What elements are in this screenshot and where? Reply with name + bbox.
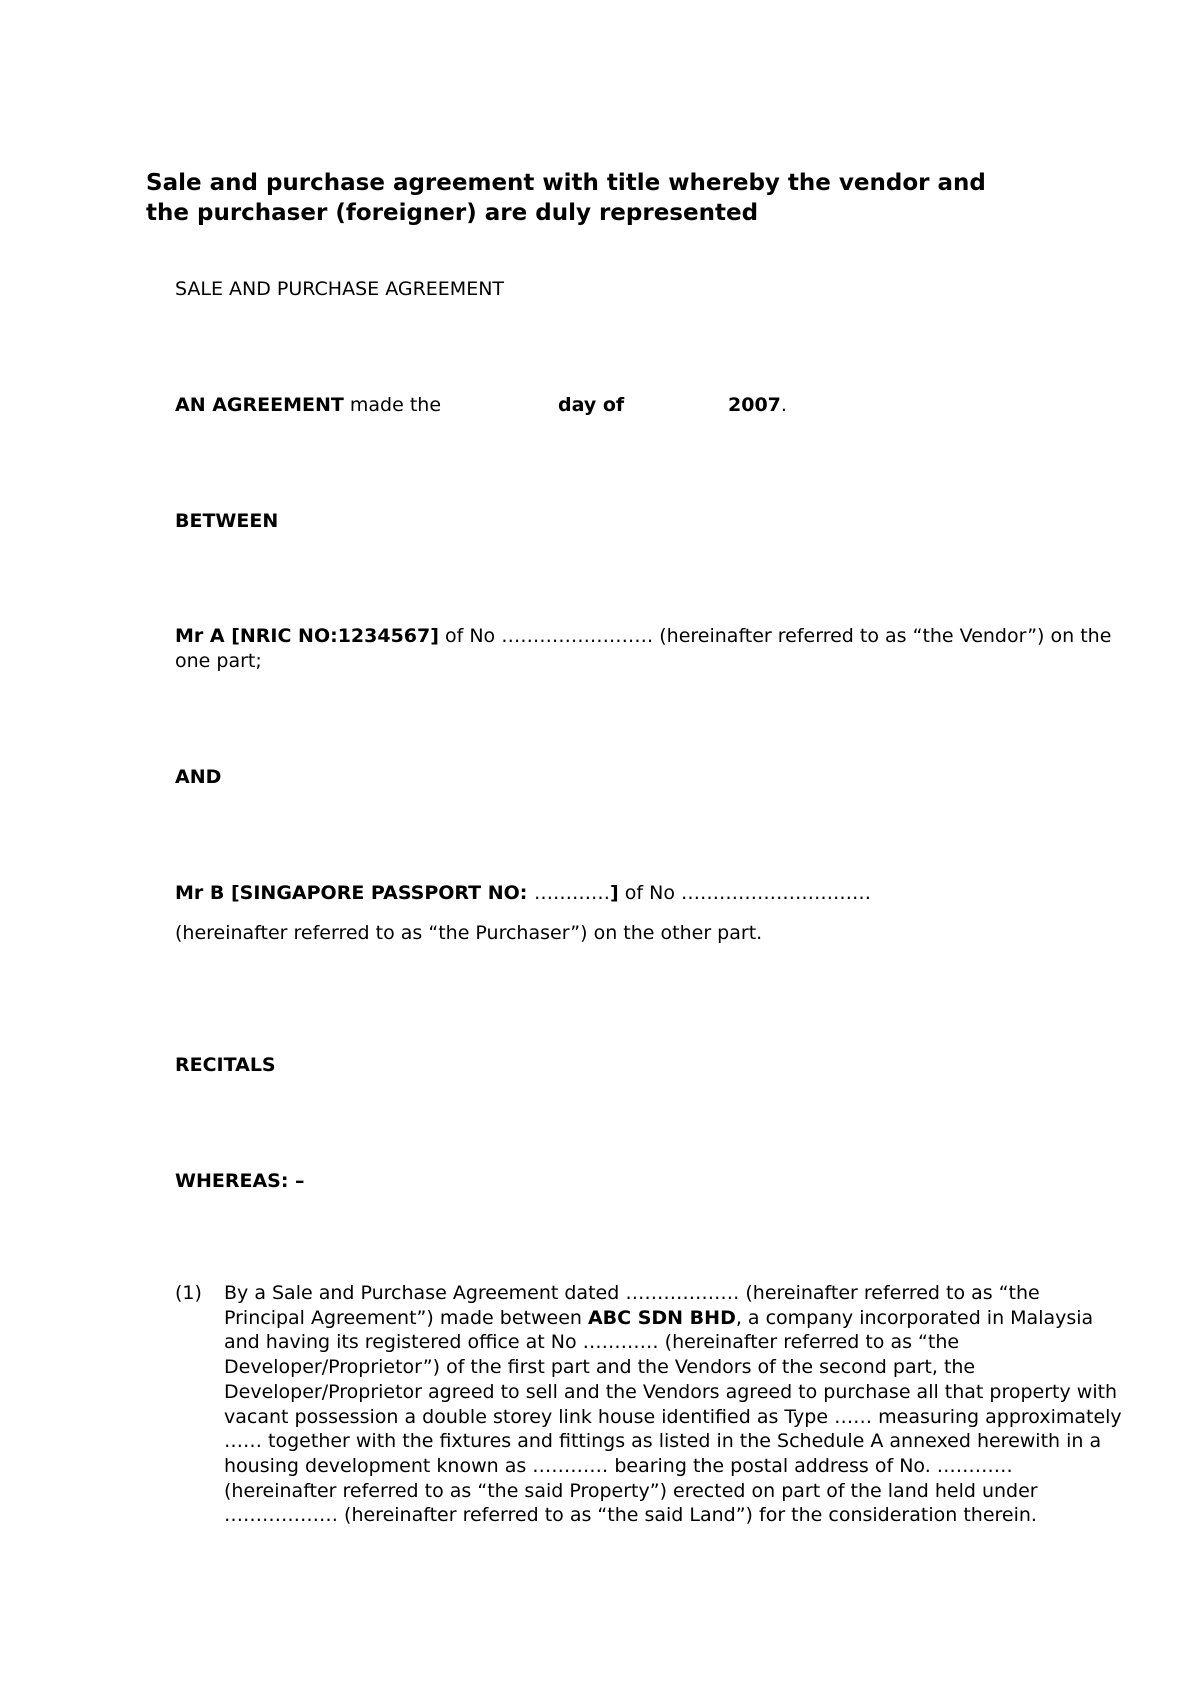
between-heading: BETWEEN — [175, 510, 279, 532]
title-line-2: the purchaser (foreigner) are duly represented — [146, 200, 759, 226]
purchaser-party-line-1 — [175, 881, 871, 906]
document-title — [146, 168, 1066, 228]
made-the-text: made the — [343, 394, 442, 416]
recital-text — [224, 1281, 1125, 1528]
developer-company-name: ABC SDN BHD — [587, 1306, 736, 1329]
passport-blank: ………… — [534, 882, 611, 904]
passport-bracket: ] — [610, 882, 619, 904]
vendor-details: of No …………………… (hereinafter referred to as “the Vendor”) on the one part; — [175, 625, 1112, 672]
purchaser-name: Mr B [SINGAPORE PASSPORT NO: — [175, 882, 535, 904]
title-line-1: Sale and purchase agreement with title whereby the vendor and — [146, 170, 986, 196]
purchaser-party-line-2: (hereinafter referred to as “the Purchaser”) on the other part. — [175, 922, 763, 944]
agreement-label: AN AGREEMENT — [175, 394, 344, 416]
vendor-name: Mr A [NRIC NO:1234567] — [175, 625, 439, 647]
recitals-heading: RECITALS — [175, 1054, 276, 1076]
day-of-text: day of — [558, 394, 625, 416]
recital-text-part-a: By a Sale and Purchase Agreement dated ……………… (hereinafter referred to as “the Principal Agreement”) made between — [224, 1282, 1040, 1329]
purchaser-address: of No ………………………… — [618, 882, 871, 904]
agreement-year: 2007 — [728, 394, 781, 416]
agreement-date-line — [175, 393, 441, 418]
recital-item-1 — [175, 1281, 1125, 1528]
agreement-year-line — [728, 393, 787, 418]
whereas-heading: WHEREAS: – — [175, 1170, 305, 1192]
year-period: . — [780, 394, 787, 416]
recital-text-part-b: , a company incorporated in Malaysia and having its registered office at No ………… (hereinafter referred to as “the Developer/Proprietor”) of the first part and the Vendors of the second part, the Developer/Proprietor agreed to sell and the Vendors agreed to purchase all that property with vacant possession a double storey link house identified as Type …… measuring approximately …… together with the fixtures and fittings as listed in the Schedule A annexed herewith in a housing development known as ………… bearing the postal address of No. ………… (hereinafter referred to as “the said Property”) erected on part of the land held under ……………… (hereinafter referred to as “the said Land”) for the consideration therein. — [224, 1306, 1122, 1527]
and-heading: AND — [175, 766, 222, 788]
vendor-party — [175, 624, 1115, 674]
agreement-heading: SALE AND PURCHASE AGREEMENT — [175, 278, 505, 300]
recital-number: (1) — [175, 1282, 202, 1304]
